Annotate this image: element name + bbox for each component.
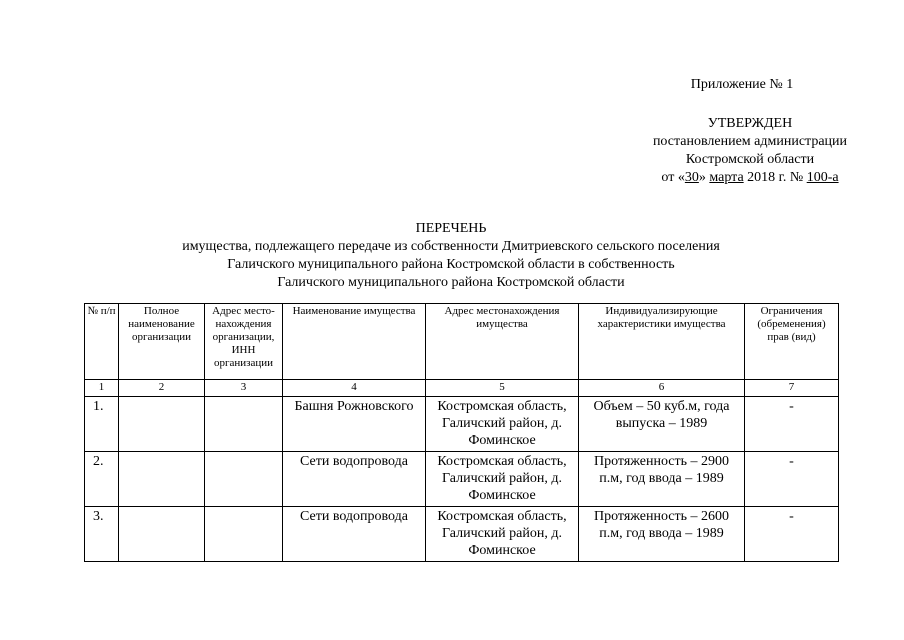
header-org-address: Адрес место-нахождения организации, ИНН организации [205, 304, 283, 380]
row-org-address [205, 452, 283, 507]
document-heading [80, 220, 822, 292]
column-number: 1 [85, 380, 119, 397]
column-number: 3 [205, 380, 283, 397]
row-org-name [119, 452, 205, 507]
table-row [85, 397, 839, 452]
heading-line-2: Галичского муниципального района Костромской области в собственность [227, 257, 675, 272]
header-characteristics: Индивидуализирующие характеристики имущества [579, 304, 745, 380]
header-number: № п/п [85, 304, 119, 380]
row-org-address [205, 397, 283, 452]
header-property-address: Адрес местонахождения имущества [426, 304, 579, 380]
row-characteristics: Протяженность – 2600 п.м, год ввода – 1989 [579, 507, 745, 562]
header-org-name: Полное наименование организации [119, 304, 205, 380]
row-characteristics: Объем – 50 куб.м, года выпуска – 1989 [579, 397, 745, 452]
table-row [85, 452, 839, 507]
column-number-row [85, 380, 839, 397]
date-mid-1: » [698, 170, 710, 185]
approval-block [600, 115, 900, 187]
column-number: 2 [119, 380, 205, 397]
date-mid-2: 2018 г. № [743, 170, 807, 185]
row-restrictions: - [745, 452, 839, 507]
row-restrictions: - [745, 397, 839, 452]
row-property-address: Костромская область, Галичский район, д. Фоминское [426, 397, 579, 452]
row-property-name: Сети водопровода [283, 452, 426, 507]
row-characteristics: Протяженность – 2900 п.м, год ввода – 1989 [579, 452, 745, 507]
row-org-name [119, 507, 205, 562]
column-number: 5 [426, 380, 579, 397]
date-prefix: от « [661, 170, 685, 185]
column-number: 6 [579, 380, 745, 397]
approved-label: УТВЕРЖДЕН [707, 116, 793, 131]
row-number: 3. [85, 507, 119, 562]
table-header-row [85, 304, 839, 380]
approval-line-2: Костромской области [685, 152, 815, 167]
decree-number: 100-а [806, 170, 839, 185]
document-title: ПЕРЕЧЕНЬ [415, 221, 487, 236]
row-property-address: Костромская область, Галичский район, д. Фоминское [426, 507, 579, 562]
row-org-address [205, 507, 283, 562]
row-number: 2. [85, 452, 119, 507]
header-restrictions: Ограничения (обременения) прав (вид) [745, 304, 839, 380]
approval-date-line [600, 169, 900, 187]
row-property-name: Башня Рожновского [283, 397, 426, 452]
row-org-name [119, 397, 205, 452]
approval-stamp [560, 76, 860, 187]
row-property-address: Костромская область, Галичский район, д. Фоминское [426, 452, 579, 507]
property-table [84, 303, 839, 562]
heading-line-1: имущества, подлежащего передаче из собственности Дмитриевского сельского поселения [182, 239, 720, 254]
date-month: марта [709, 170, 744, 185]
row-property-name: Сети водопровода [283, 507, 426, 562]
column-number: 7 [745, 380, 839, 397]
appendix-label: Приложение № 1 [690, 77, 794, 92]
table-row [85, 507, 839, 562]
row-number: 1. [85, 397, 119, 452]
header-property-name: Наименование имущества [283, 304, 426, 380]
column-number: 4 [283, 380, 426, 397]
heading-line-3: Галичского муниципального района Костромской области [277, 275, 625, 290]
row-restrictions: - [745, 507, 839, 562]
date-day: 30 [684, 170, 699, 185]
approval-line-1: постановлением администрации [652, 134, 848, 149]
